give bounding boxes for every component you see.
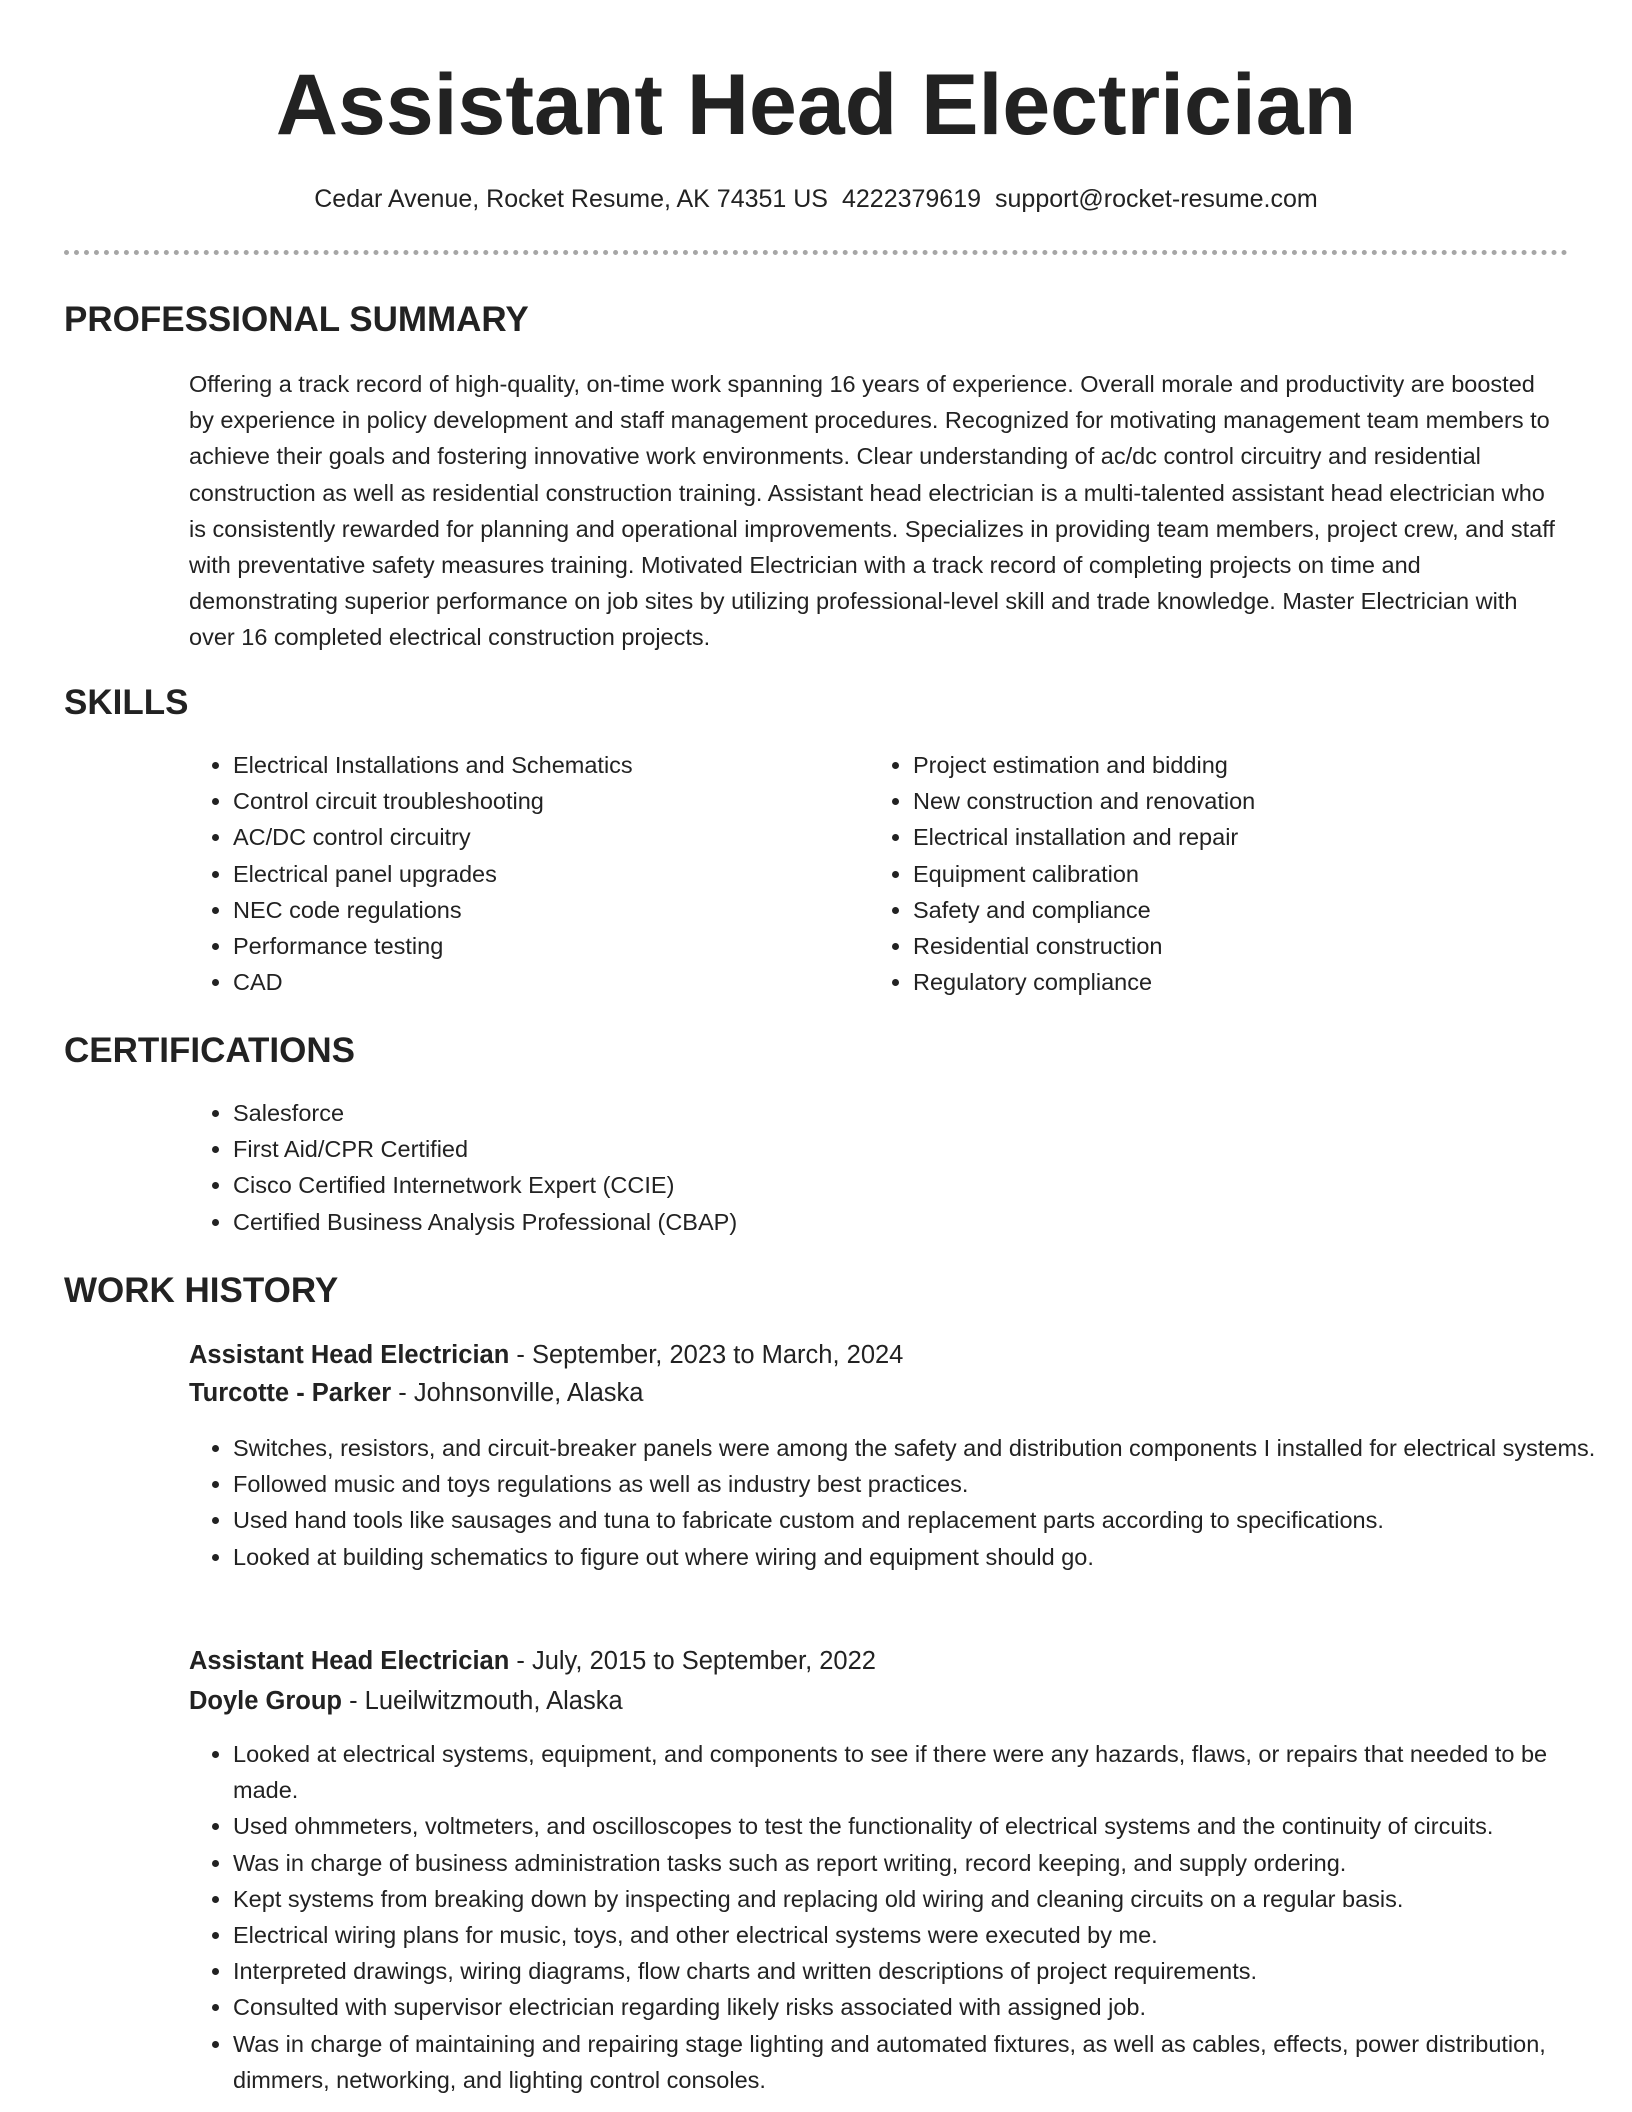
job-dates: - July, 2015 to September, 2022 xyxy=(509,1647,876,1675)
job-dates: - September, 2023 to March, 2024 xyxy=(509,1341,904,1369)
certification-item: • Cisco Certified Internetwork Expert (CCIE) xyxy=(233,1167,1533,1203)
skill-item: • Residential construction xyxy=(913,928,1533,964)
certifications-list xyxy=(189,1095,1533,1240)
certification-item: • Certified Business Analysis Professional (CBAP) xyxy=(233,1204,1533,1240)
contact-line xyxy=(0,182,1632,216)
job-bullets xyxy=(189,1736,1603,2098)
skill-item: • Control circuit troubleshooting xyxy=(233,783,853,819)
certification-item: • First Aid/CPR Certified xyxy=(233,1131,1533,1167)
job-title-line xyxy=(189,1338,903,1372)
skill-item: • CAD xyxy=(233,964,853,1000)
job-bullet: • Was in charge of business administration tasks such as report writing, record keeping, and supply ordering. xyxy=(233,1845,1603,1881)
skill-item: • NEC code regulations xyxy=(233,892,853,928)
skill-item: • New construction and renovation xyxy=(913,783,1533,819)
skill-item: • Electrical installation and repair xyxy=(913,819,1533,855)
skill-item: • Project estimation and bidding xyxy=(913,747,1533,783)
skills-list-right xyxy=(869,747,1533,1000)
job-company: Doyle Group xyxy=(189,1687,343,1715)
job-bullet: • Followed music and toys regulations as well as industry best practices. xyxy=(233,1466,1603,1502)
job-bullet: • Consulted with supervisor electrician regarding likely risks associated with assigned job. xyxy=(233,1989,1603,2025)
job-bullet: • Interpreted drawings, wiring diagrams, flow charts and written descriptions of project requirements. xyxy=(233,1953,1603,1989)
skill-item: • AC/DC control circuitry xyxy=(233,819,853,855)
job-company-line xyxy=(189,1684,623,1718)
certification-item: • Salesforce xyxy=(233,1095,1533,1131)
section-title-certifications: CERTIFICATIONS xyxy=(64,1031,356,1070)
contact-address: Cedar Avenue, Rocket Resume, AK 74351 US xyxy=(314,185,828,213)
skill-item: • Electrical panel upgrades xyxy=(233,856,853,892)
job-role: Assistant Head Electrician xyxy=(189,1341,510,1369)
section-title-skills: SKILLS xyxy=(64,683,189,722)
skills-list-left xyxy=(189,747,853,1000)
section-title-work-history: WORK HISTORY xyxy=(64,1271,339,1310)
job-role: Assistant Head Electrician xyxy=(189,1647,510,1675)
skill-item: • Electrical Installations and Schematics xyxy=(233,747,853,783)
contact-phone: 4222379619 xyxy=(841,185,982,213)
job-bullet: • Used ohmmeters, voltmeters, and oscilloscopes to test the functionality of electrical systems and the continuity of circuits. xyxy=(233,1808,1603,1844)
job-bullet: • Electrical wiring plans for music, toys, and other electrical systems were executed by me. xyxy=(233,1917,1603,1953)
skill-item: • Safety and compliance xyxy=(913,892,1533,928)
job-company-line xyxy=(189,1376,643,1410)
contact-email: support@rocket-resume.com xyxy=(995,185,1318,213)
job-bullets xyxy=(189,1430,1603,1575)
skill-item: • Equipment calibration xyxy=(913,856,1533,892)
job-bullet: • Looked at building schematics to figure out where wiring and equipment should go. xyxy=(233,1539,1603,1575)
job-bullet: • Was in charge of maintaining and repairing stage lighting and automated fixtures, as well as cables, effects, power distribution, dimmers, networking, and lighting control consoles. xyxy=(233,2026,1603,2098)
section-title-summary: PROFESSIONAL SUMMARY xyxy=(64,300,529,339)
candidate-name: Assistant Head Electrician xyxy=(275,57,1357,153)
header-divider xyxy=(64,250,1568,255)
job-company: Turcotte - Parker xyxy=(189,1379,392,1407)
job-bullet: • Kept systems from breaking down by inspecting and replacing old wiring and cleaning circuits on a regular basis. xyxy=(233,1881,1603,1917)
job-bullet: • Switches, resistors, and circuit-breaker panels were among the safety and distribution components I installed for electrical systems. xyxy=(233,1430,1603,1466)
job-bullet: • Looked at electrical systems, equipment, and components to see if there were any hazards, flaws, or repairs that needed to be made. xyxy=(233,1736,1603,1808)
summary-text: Offering a track record of high-quality, on-time work spanning 16 years of experience. Overall morale and productivity are boosted by experience in policy development and staff management procedures. Recognized for motivating management team members to achieve their goals and fostering innovative work environments. Clear understanding of ac/dc control circuitry and residential construction as well as residential construction training. Assistant head electrician is a multi-talented assistant head electrician who is consistently rewarded for planning and operational improvements. Specializes in providing team members, project crew, and staff with preventative safety measures training. Motivated Electrician with a track record of completing projects on time and demonstrating superior performance on job sites by utilizing professional-level skill and trade knowledge. Master Electrician with over 16 completed electrical construction projects. xyxy=(189,371,1555,651)
job-location: - Lueilwitzmouth, Alaska xyxy=(342,1687,623,1715)
job-location: - Johnsonville, Alaska xyxy=(391,1379,644,1407)
job-bullet: • Used hand tools like sausages and tuna to fabricate custom and replacement parts according to specifications. xyxy=(233,1502,1603,1538)
skill-item: • Performance testing xyxy=(233,928,853,964)
job-title-line xyxy=(189,1644,876,1678)
skill-item: • Regulatory compliance xyxy=(913,964,1533,1000)
